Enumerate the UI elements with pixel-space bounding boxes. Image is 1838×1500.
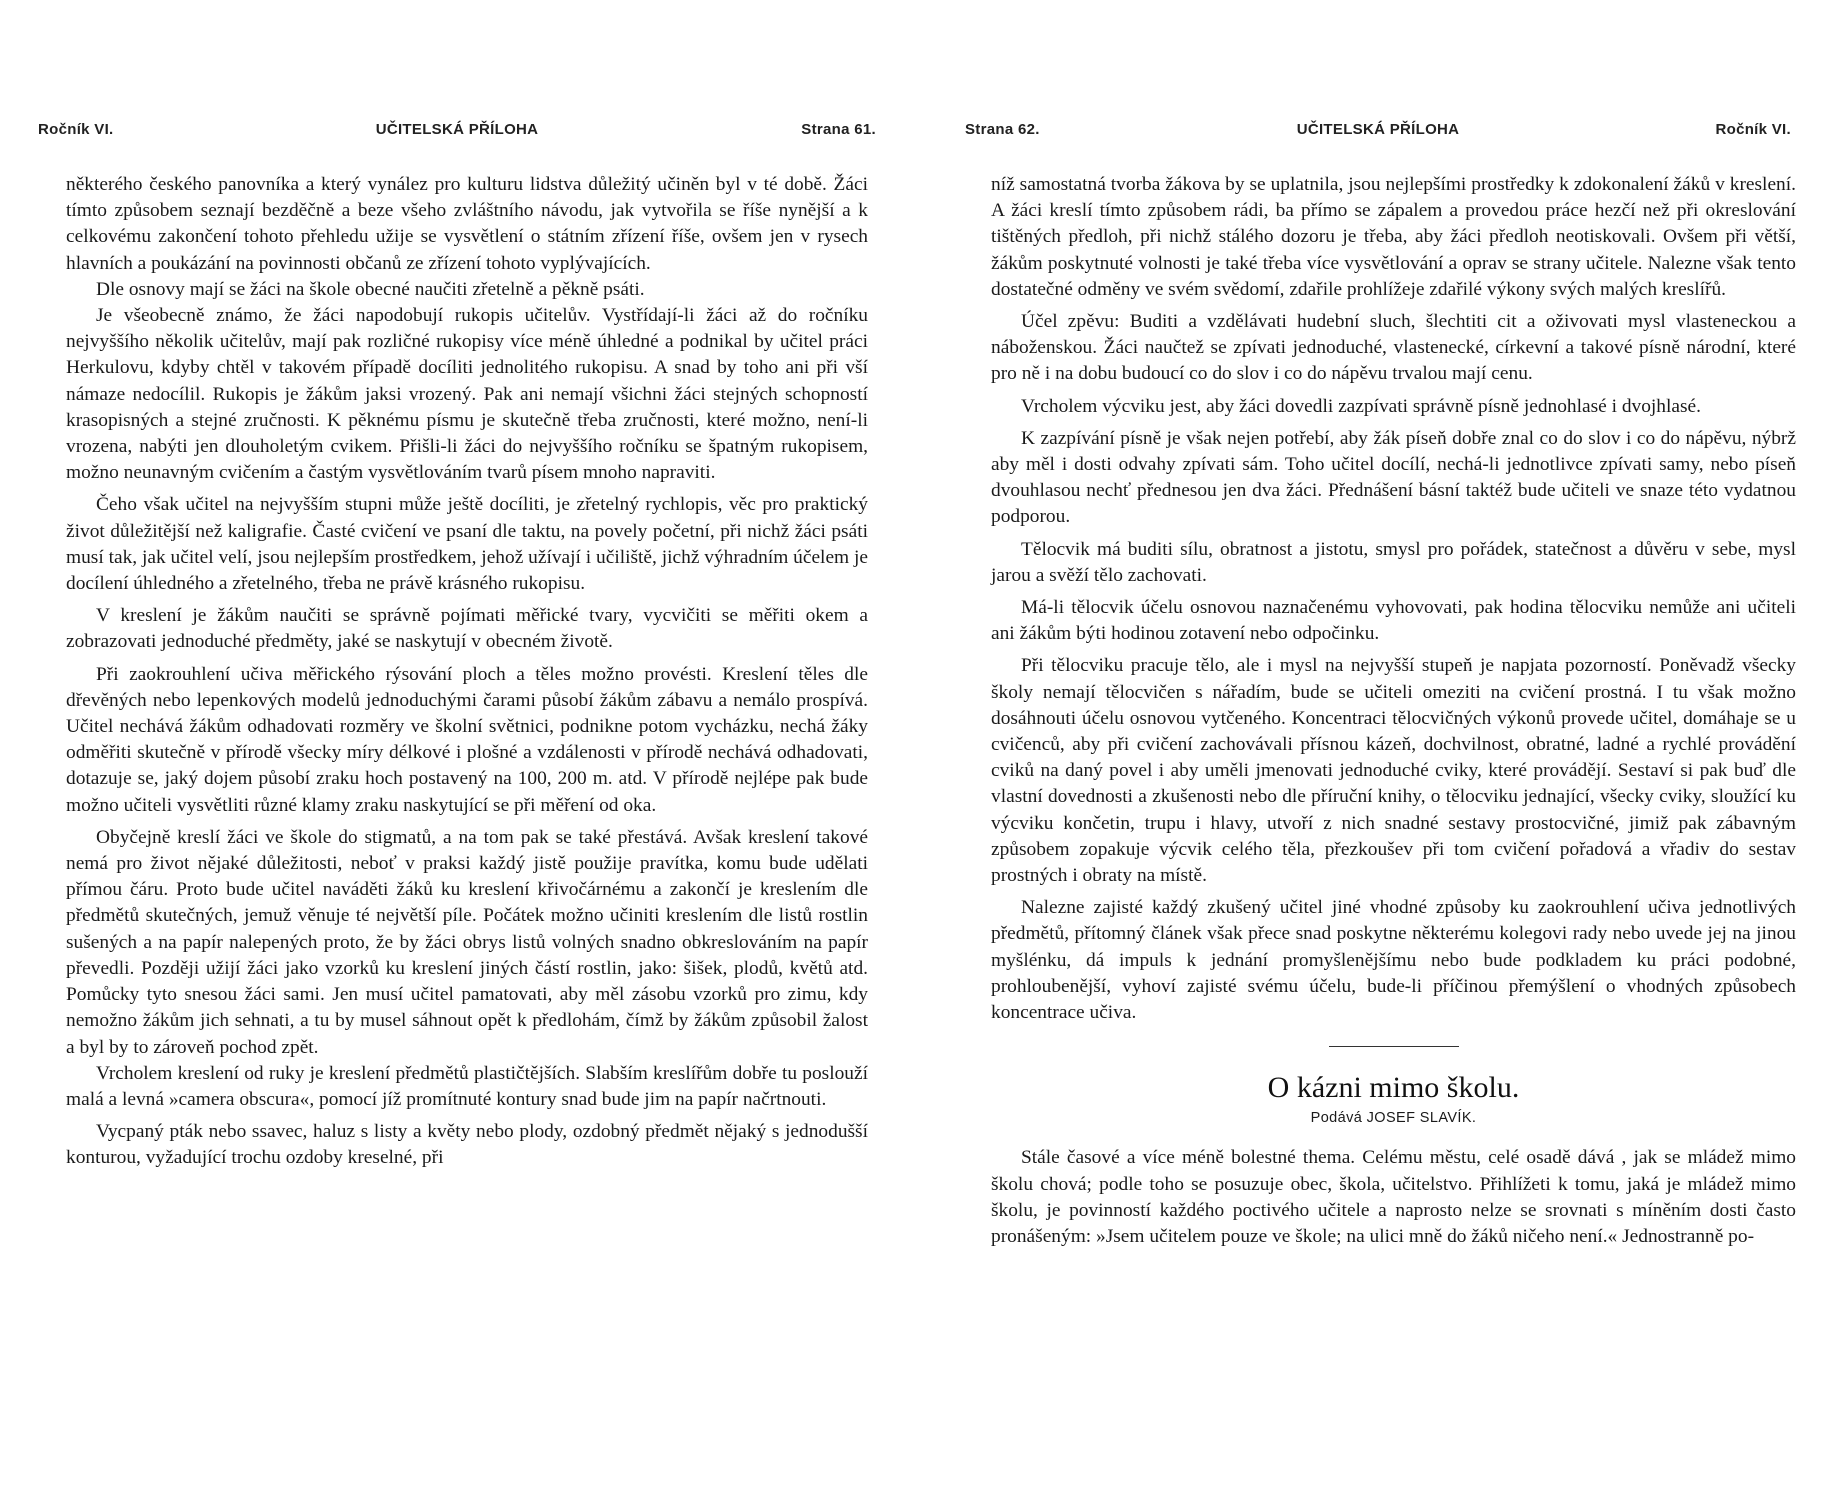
- paragraph: K zazpívání písně je však nejen potřebí, aby žák píseň dobře znal co do slov i co do nápěvu, nýbrž aby měl i dosti odvahy zpívati sám. Toho učitel docílí, nechá-li jednotlivce zpívati samy, nebo píseň dvouhlasou nechť přednesou jen dva žáci. Přednášení básní taktéž bude učiteli ve snaze této vydatnou podporou.: [991, 427, 1796, 528]
- journal-title: UČITELSKÁ PŘÍLOHA: [375, 121, 539, 138]
- paragraph: Čeho však učitel na nejvyšším stupni může ještě docíliti, je zřetelný rychlopis, věc pro praktický život důležitější než kaligrafie. Časté cvičení ve psaní dle taktu, na povely početní, při nichž žáci psáti musí tak, jak učitel velí, jsou nejlepším prostředkem, jehož užívají i učiliště, jichž výhradním účelem je docílení úhledného a zřetelného, třeba ne právě krásného rukopisu.: [66, 494, 868, 595]
- page-number: Strana 61.: [801, 121, 876, 138]
- paragraph: Stále časové a více méně bolestné thema. Celému městu, celé osadě dává , jak se mládež mimo školu chová; podle toho se posuzuje obec, škola, učitelstvo. Přihlížeti k tomu, jaká je mládež mimo školu, je povinností každého poctivého učitele a naprosto nelze se srovnati s míněním dosti často pronášeným: »Jsem učitelem pouze ve škole; na ulici mně do žáků ničeho není.« Jednostranně po-: [991, 1147, 1796, 1247]
- left-body-text: [66, 172, 868, 1172]
- paragraph: Účel zpěvu: Buditi a vzdělávati hudební sluch, šlechtiti cit a oživovati mysl vlasteneckou a náboženskou. Žáci naučtež se zpívati jednoduché, vlastenecké, církevní a takové písně národní, které pro ně i na dobu budoucí co do slov i co do nápěvu trvalou mají cenu.: [991, 311, 1796, 385]
- paragraph: Tělocvik má buditi sílu, obratnost a jistotu, smysl pro pořádek, statečnost a důvěru v sebe, mysl jarou a svěží tělo zachovati.: [991, 538, 1796, 586]
- paragraph: Nalezne zajisté každý zkušený učitel jiné vhodné způsoby ku zaokrouhlení učiva jednotlivých předmětů, přítomný článek však přece snad poskytne některému kolegovi rady nebo uvede jej na jinou myšlénku, dá impuls k jednání promyšlenějšímu nebo bude podkladem ku práci podobné, prohloubenější, vyhoví zajisté svému účelu, bude-li příčinou přemýšlení o vhodných způsobech koncentrace učiva.: [991, 897, 1796, 1024]
- volume-label: Ročník VI.: [38, 121, 114, 138]
- paragraph: Je všeobecně známo, že žáci napodobují rukopis učitelův. Vystřídají-li žáci až do ročníku nejvyššího několik učitelův, mají pak rozličné rukopisy více méně úhledné a podnikal by učitel práci Herkulovu, kdyby chtěl v takovém případě docíliti jednolitého rukopisu. A snad by toho ani při vší námaze nedocílil. Rukopis je žákům jaksi vrozený. Pak ani nemají všichni žáci stejných schopností krasopisných a stejné zručnosti. K pěknému písmu je skutečně třeba zručnosti, které možno, není-li vrozena, nabýti jen dlouholetým cvikem. Přišli-li žáci do nejvyššího ročníku se špatným rukopisem, možno neunavným cvičením a častým vysvětlováním tvarů písem mnoho napraviti.: [66, 305, 868, 484]
- paragraph: některého českého panovníka a který vynález pro kulturu lidstva důležitý učiněn byl v té době. Žáci tímto způsobem seznají bezděčně a beze všeho zvláštního návodu, jak vytvořila se říše nynější a k celkovému zakončení tohoto přehledu užije se vysvětlení o státním zřízení říše, ovšem jen v rysech hlavních a poukázání na povinnosti občanů ze zřízení tohoto vyplývajících.: [66, 174, 868, 274]
- section-divider: [1329, 1046, 1459, 1047]
- paragraph: Při zaokrouhlení učiva měřického rýsování ploch a těles možno provésti. Kreslení těles dle dřevěných nebo lepenkových modelů jednoduchými čarami působí žákům zábavu a nemálo prospívá. Učitel nechává žákům odhadovati rozměry ve školní světnici, podnikne potom vycházku, nechá žáky odměřiti skutečně v přírodě všecky míry délkové i plošné a vzdálenosti v přírodě nechává odhadovati, dotazuje se, jaký dojem působí zraku hoch postavený na 100, 200 m. atd. V přírodě nejlépe pak bude možno učiteli vysvětliti různé klamy zraku naskytující se při měření od oka.: [66, 663, 868, 816]
- paragraph: Má-li tělocvik účelu osnovou naznačenému vyhovovati, pak hodina tělocviku nemůže ani učiteli ani žákům býti hodinou zotavení nebo odpočinku.: [991, 597, 1796, 645]
- paragraph: níž samostatná tvorba žákova by se uplatnila, jsou nejlepšími prostředky k zdokonalení žáků v kreslení. A žáci kreslí tímto způsobem rádi, ba přímo se zápalem a provedou práce hezčí než při okreslování tištěných předloh, při nichž stálého dozoru je třeba, aby žáci předloh neotiskovali. Ovšem při větší, žákům poskytnuté volnosti je také třeba více vysvětlování a oprav se strany učitele. Nalezne však tento dostatečné odměny ve svém svědomí, zdařile prohlížeje zdařilé výkony svých malých kreslířů.: [991, 174, 1796, 300]
- paragraph: Při tělocviku pracuje tělo, ale i mysl na nejvyšší stupeň je napjata pozorností. Poněvadž všecky školy nemají tělocvičen s nářadím, bude se učiteli omeziti na cvičení prostná. I tu však možno dosáhnouti účelu osnovou vytčeného. Koncentraci tělocvičných výkonů provede učitel, domáhaje se u cvičenců, aby při cvičení zachovávali přísnou kázeň, dochvilnost, obratné, ladné a rychlé provádění cviků na daný povel i aby uměli jmenovati jednoduché cviky, které provádějí. Sestaví si pak buď dle vlastní dovednosti a zkušenosti nebo dle příruční knihy, o tělocviku jednající, všecky cviky, sloužící ku výcviku končetin, trupu i hlavy, utvoří z nich snadné sestavy prostocvičné, jimiž pak zábavným způsobem zopakuje výcvik celého těla, přezkoušev při tom cvičení pořadová a vřadiv do sestav prostných i obraty na místě.: [991, 655, 1796, 887]
- paragraph: Vrcholem kreslení od ruky je kreslení předmětů plastičtějších. Slabším kreslířům dobře tu poslouží malá a levná »camera obscura«, pomocí jíž promítnuté kontury snad bude jim na papír načrtnouti.: [66, 1062, 868, 1110]
- article-byline: Podává JOSEF SLAVÍK.: [1310, 1110, 1477, 1127]
- page-header: [38, 121, 876, 145]
- article-title: O kázni mimo školu.: [1267, 1071, 1520, 1105]
- paragraph: Obyčejně kreslí žáci ve škole do stigmatů, a na tom pak se také přestává. Avšak kreslení takové nemá pro život nějaké důležitosti, neboť v praksi každý jistě použije pravítka, komu bude udělati přímou čáru. Proto bude učitel naváděti žáků ku kreslení křivočárnému a zakončí je kreslením dle předmětů skutečných, jemuž věnuje té největší píle. Počátek možno učiniti kreslením dle listů rostlin sušených a na papír nalepených proto, že by žáci obrys listů volných snadno obkreslováním na papír převedli. Později užijí žáci jako vzorků ku kreslení jiných částí rostlin, jako: šišek, plodů, květů atd. Pomůcky tyto snesou žáci sami. Jen musí učitel pamatovati, aby měl zásobu vzorků pro zimu, kdy nemožno žákům jich sehnati, a tu by musel sáhnout opět k předlohám, čímž by žákům způsobil žalost a byl by to zároveň pochod zpět.: [66, 826, 868, 1058]
- journal-title: UČITELSKÁ PŘÍLOHA: [1296, 121, 1460, 138]
- right-body-text: [991, 172, 1796, 1250]
- page-number: Strana 62.: [965, 121, 1040, 138]
- paragraph: Vycpaný pták nebo ssavec, haluz s listy a květy nebo plody, ozdobný předmět nějaký s jednodušší konturou, vyžadující trochu ozdoby kreselné, při: [66, 1121, 868, 1169]
- paragraph: Dle osnovy mají se žáci na škole obecné naučiti zřetelně a pěkně psáti.: [96, 278, 645, 300]
- right-page: [919, 0, 1838, 1500]
- paragraph: Vrcholem výcviku jest, aby žáci dovedli zazpívati správně písně jednohlasé i dvojhlasé.: [1021, 395, 1701, 417]
- paragraph: V kreslení je žákům naučiti se správně pojímati měřické tvary, vycvičiti se měřiti okem a zobrazovati jednoduché předměty, jaké se naskytují v obecném životě.: [66, 605, 868, 653]
- volume-label: Ročník VI.: [1715, 121, 1791, 138]
- page-header: [965, 121, 1791, 145]
